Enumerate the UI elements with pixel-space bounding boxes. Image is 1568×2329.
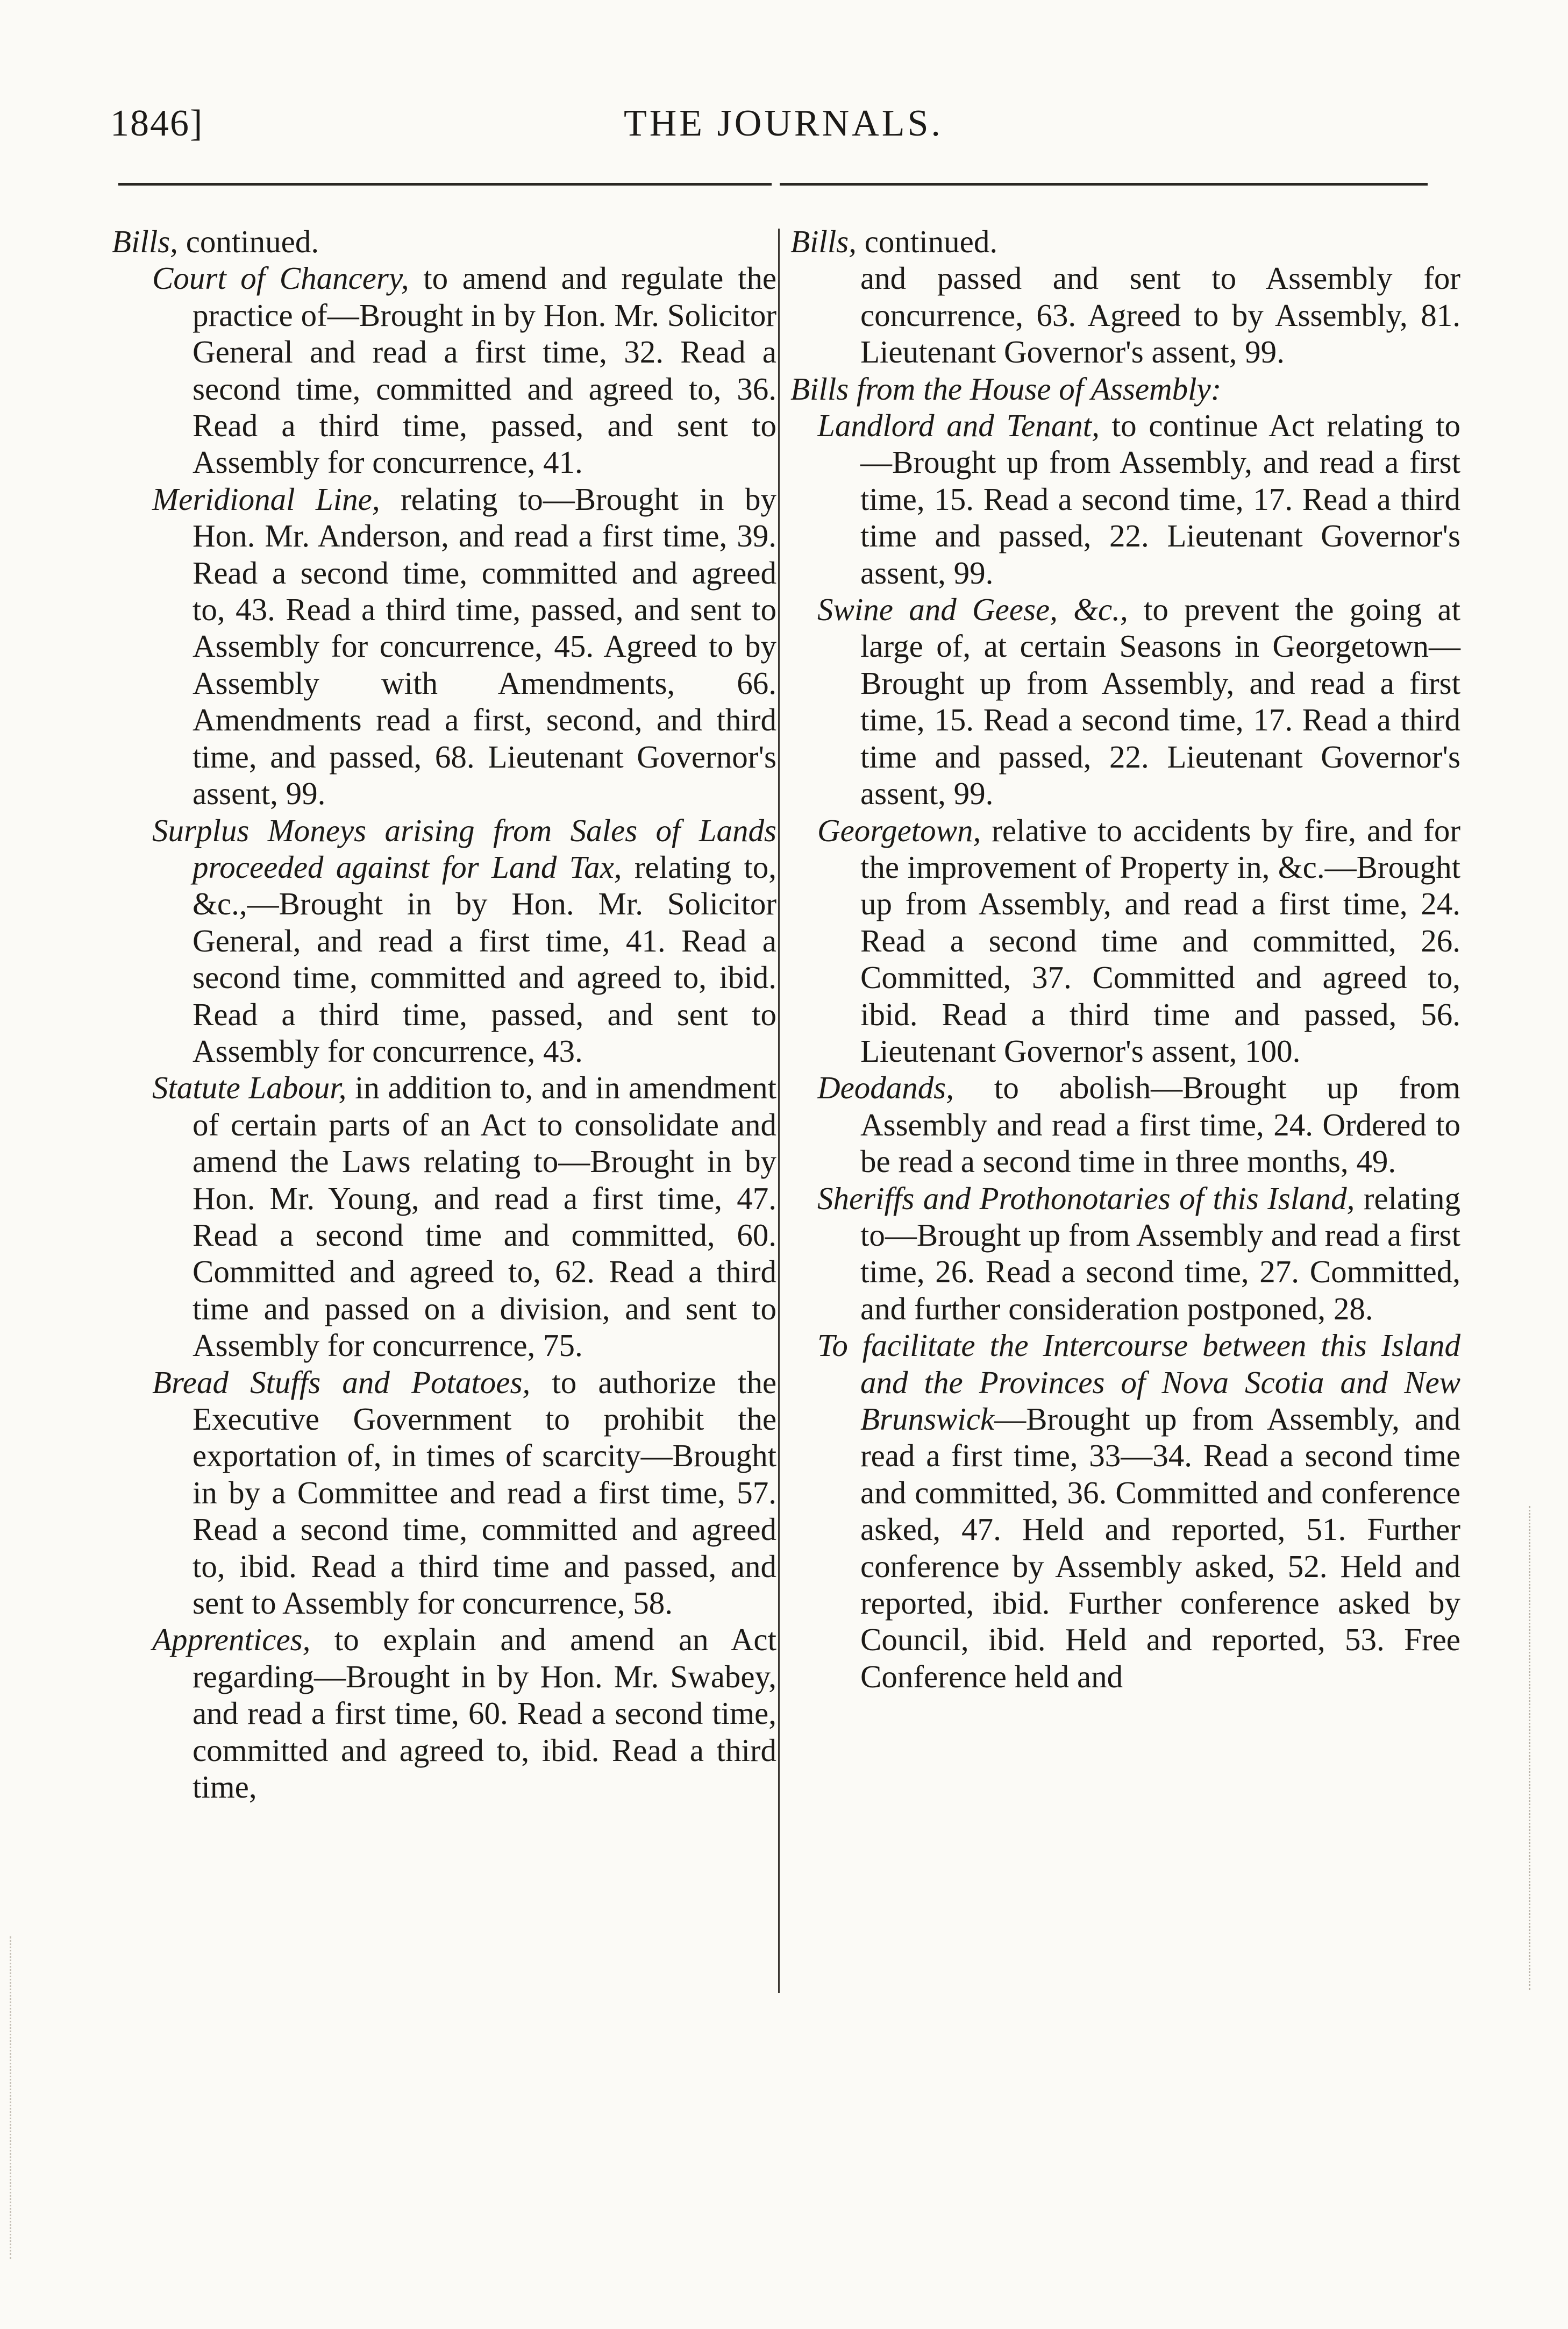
- index-entry: [790, 1180, 1460, 1327]
- right-column: [790, 223, 1460, 1695]
- carryover-text: and passed and sent to Assembly for concurrence, 63. Agreed to by Assembly, 81. Lieutenant Governor's assent, 99.: [860, 260, 1460, 370]
- entry-title: Surplus Moneys arising from Sales of Lands proceeded against for Land Tax,: [152, 812, 776, 885]
- entry-text: relating to, &c.,—Brought in by Hon. Mr. Solicitor General, and read a first time, 41. Read a second time, committed and agreed to, ibid. Read a third time, passed, and sent to Assembly for concurrence, 43.: [193, 849, 777, 1069]
- index-entry: [112, 481, 776, 812]
- scan-artifact: [1529, 1506, 1546, 1990]
- entry-text: relating to—Brought in by Hon. Mr. Anderson, and read a first time, 39. Read a second time, committed and agreed to, 43. Read a third time, passed, and sent to Assembly for concurrence, 45. Agreed to by Assembly with Amendments, 66. Amendments read a first, second, and third time, and passed, 68. Lieutenant Governor's assent, 99.: [193, 481, 776, 812]
- index-entry: [790, 591, 1460, 812]
- scan-artifact: [10, 1936, 22, 2259]
- index-entry: [790, 812, 1460, 1070]
- entry-text: —Brought up from Assembly, and read a first time, 33—34. Read a second time and committed, 36. Committed and conference asked, 47. Held and reported, 51. Further conference by Assembly asked, 52. Held and reported, ibid. Further conference asked by Council, ibid. Held and reported, 53. Free Conference held and: [860, 1401, 1460, 1694]
- entry-title: Sheriffs and Prothonotaries of this Island,: [817, 1180, 1355, 1216]
- entry-title: Bread Stuffs and Potatoes,: [152, 1364, 531, 1400]
- right-continued-suffix: continued.: [864, 224, 998, 259]
- column-divider: [778, 229, 780, 1993]
- entry-text: to continue Act relating to—Brought up from Assembly, and read a first time, 15. Read a second time, 17. Read a third time and passed, 22. Lieutenant Governor's assent, 99.: [860, 408, 1461, 591]
- entry-text: to explain and amend an Act regarding—Brought in by Hon. Mr. Swabey, and read a first time, 60. Read a second time, committed and agreed to, ibid. Read a third time,: [193, 1622, 776, 1805]
- header-rule-right: [780, 183, 1428, 186]
- page-year: 1846]: [110, 103, 204, 144]
- header-rule-left: [118, 183, 772, 186]
- entry-title: To facilitate the Intercourse between this Island and the Provinces of Nova Scotia and New Brunswick: [817, 1327, 1460, 1437]
- entry-text: relating to—Brought up from Assembly and read a first time, 26. Read a second time, 27. Committed, and further consideration postponed, 28.: [860, 1180, 1460, 1326]
- carryover-entry: [790, 260, 1460, 370]
- left-continued-heading: [112, 223, 776, 260]
- section-subheading: [790, 371, 1460, 407]
- entry-text: to amend and regulate the practice of—Brought in by Hon. Mr. Solicitor General and read a first time, 32. Read a second time, committed and agreed to, 36. Read a third time, passed, and sent to Assembly for concurrence, 41.: [193, 260, 776, 480]
- entry-text: to authorize the Executive Government to prohibit the exportation of, in times of scarcity—Brought in by a Committee and read a first time, 57. Read a second time, committed and agreed to, ibid. Read a third time and passed, and sent to Assembly for concurrence, 58.: [193, 1364, 777, 1621]
- entry-title: Statute Labour,: [152, 1070, 347, 1106]
- entry-title: Meridional Line,: [152, 481, 380, 517]
- index-entry: [112, 260, 776, 480]
- entry-title: Landlord and Tenant,: [817, 408, 1100, 444]
- entry-text: in addition to, and in amendment of certain parts of an Act to consolidate and amend the Laws relating to—Brought in by Hon. Mr. Young, and read a first time, 47. Read a second time and committed, 60. Committed and agreed to, 62. Read a third time and passed on a division, and sent to Assembly for concurrence, 75.: [193, 1070, 776, 1364]
- left-column: [112, 223, 776, 1805]
- left-continued-suffix: continued.: [186, 224, 319, 259]
- entry-text: to prevent the going at large of, at certain Seasons in Georgetown—Brought up from Assembly, and read a first time, 15. Read a second time, 17. Read a third time and passed, 22. Lieutenant Governor's assent, 99.: [860, 592, 1460, 812]
- page-title: THE JOURNALS.: [624, 103, 943, 144]
- entry-title: Apprentices,: [152, 1622, 311, 1658]
- entry-text: relative to accidents by fire, and for the improvement of Property in, &c.—Brought up from Assembly, and read a first time, 24. Read a second time and committed, 26. Committed, 37. Committed and agreed to, ibid. Read a third time and passed, 56. Lieutenant Governor's assent, 100.: [860, 812, 1460, 1069]
- index-entry: [112, 1621, 776, 1805]
- index-entry: [112, 812, 776, 1070]
- entry-title: Deodands,: [817, 1070, 954, 1106]
- left-continued-label: Bills,: [112, 224, 178, 259]
- entry-title: Swine and Geese, &c.,: [817, 592, 1128, 628]
- entry-title: Court of Chancery,: [152, 260, 409, 296]
- index-entry: [790, 407, 1460, 591]
- index-entry: [790, 1069, 1460, 1180]
- right-continued-heading: [790, 223, 1460, 260]
- page-header: [0, 102, 1568, 167]
- index-entry: [112, 1364, 776, 1622]
- subheading-text: Bills from the House of Assembly:: [790, 371, 1222, 407]
- entry-title: Georgetown,: [817, 812, 981, 848]
- right-continued-label: Bills,: [790, 224, 857, 259]
- index-entry: [112, 1069, 776, 1364]
- entry-text: to abolish—Brought up from Assembly and read a first time, 24. Ordered to be read a second time in three months, 49.: [860, 1070, 1461, 1180]
- index-entry: [790, 1327, 1460, 1695]
